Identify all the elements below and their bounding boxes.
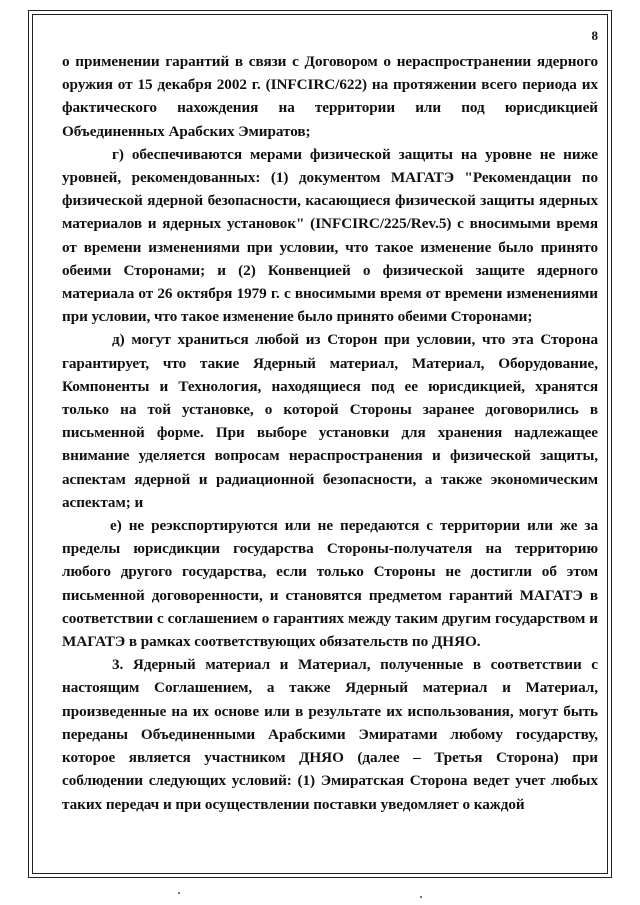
page-number: 8 — [591, 28, 598, 43]
paragraph-section-3: 3. Ядерный материал и Материал, полученные в соответствии с настоящим Соглашением, а также Ядерный материал и Материал, произведенные на их основе или в результате их использования, могут быть переданы Объединенными Арабскими Эмиратами любому государству, которое является участником ДНЯО (далее – Третья Сторона) при соблюдении следующих условий: (1) Эмиратская Сторона ведет учет любых таких передач и при осуществлении поставки уведомляет о каждой — [62, 656, 598, 813]
paragraph-item-g: г) обеспечиваются мерами физической защиты на уровне не ниже уровней, рекомендованных: (1) документом МАГАТЭ "Рекомендации по физической ядерной безопасности, касающиеся физической защиты ядерных материалов и ядерных установок" (INFCIRC/225/Rev.5) с вносимыми время от времени изменениями при условии, что такое изменение было принято обеими Сторонами; и (2) Конвенцией о физической защите ядерного материала от 26 октября 1979 г. с вносимыми время от времени изменениями при условии, что такое изменение было принято обеими Сторонами; — [62, 145, 598, 326]
paragraph-item-e: е) не реэкспортируются или не передаются с территории или же за пределы юрисдикции государства Стороны-получателя на территорию любого другого государства, если только Стороны не достигли об этом письменной договоренности, и становятся предметом гарантий МАГАТЭ в соответствии с соглашением о гарантиях между таким другим государством и МАГАТЭ в рамках соответствующих обязательств по ДНЯО. — [62, 517, 598, 651]
paragraph-item-d: д) могут храниться любой из Сторон при условии, что эта Сторона гарантирует, что такие Ядерный материал, Материал, Оборудование, Компоненты и Технология, находящиеся под ее юрисдикцией, хранятся только на той установке, о которой Стороны заранее договорились в письменной форме. При выборе установки для хранения надлежащее внимание уделяется вопросам нераспространения и физической защиты, аспектам ядерной и радиационной безопасности, а также экономическим аспектам; и — [62, 331, 598, 511]
scan-speck — [178, 892, 180, 894]
scan-speck — [420, 896, 422, 898]
document-body — [62, 50, 598, 816]
paragraph-continuation: о применении гарантий в связи с Договором о нераспространении ядерного оружия от 15 декабря 2002 г. (INFCIRC/622) на протяжении всего периода их фактического нахождения на территории или под юрисдикцией Объединенных Арабских Эмиратов; — [62, 53, 598, 140]
